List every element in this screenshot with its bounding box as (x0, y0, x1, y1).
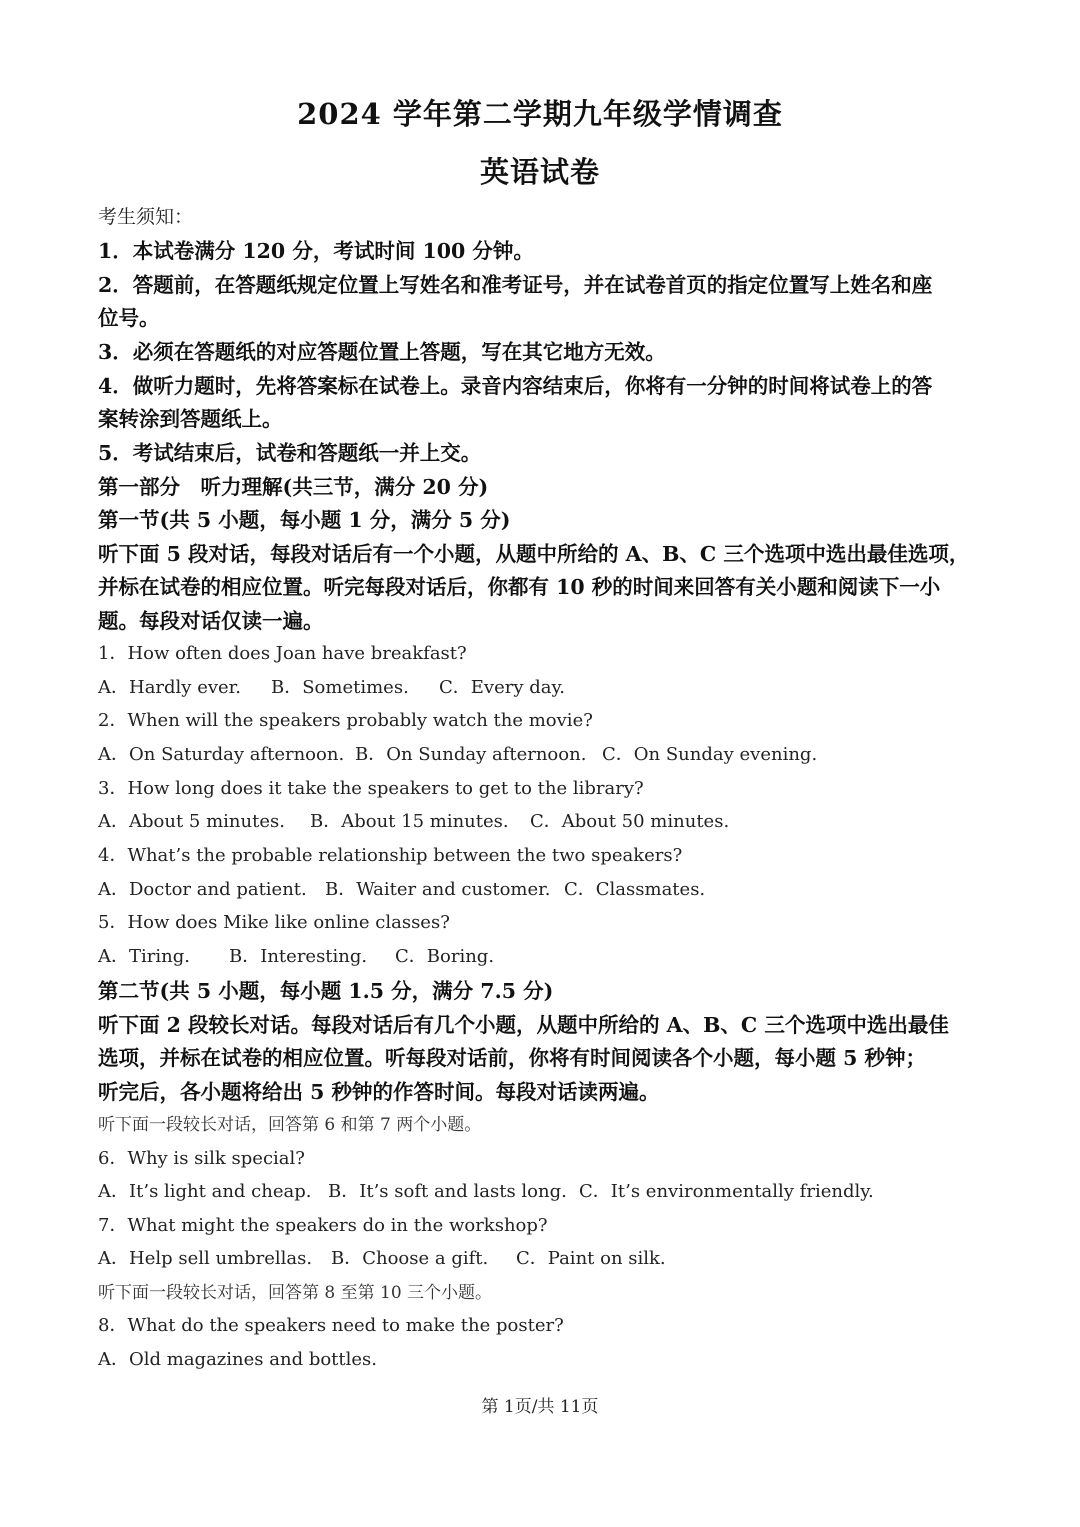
question-5: 5．How does Mike like online classes? (98, 912, 450, 933)
section1-instructions-cont: 并标在试卷的相应位置。听完每段对话后，你都有 10 秒的时间来回答有关小题和阅读下一小 (98, 575, 941, 599)
section1-heading: 第一节(共 5 小题，每小题 1 分，满分 5 分) (98, 508, 511, 532)
question-2: 2．When will the speakers probably watch the movie? (98, 710, 593, 731)
section1-instructions: 听下面 5 段对话，每段对话后有一个小题，从题中所给的 A、B、C 三个选项中选出最佳选项， (98, 542, 970, 566)
q3-option-b: B．About 15 minutes. (310, 811, 509, 832)
section2-instructions-cont: 选项，并标在试卷的相应位置。听每段对话前，你将有时间阅读各个小题，每小题 5 秒钟； (98, 1046, 927, 1070)
page-footer: 第 1页/共 11页 (481, 1397, 599, 1417)
q8-option-a: A．Old magazines and bottles. (98, 1349, 378, 1370)
q5-option-b: B．Interesting. (229, 946, 368, 967)
section1-instructions-end: 题。每段对话仅读一遍。 (98, 609, 324, 633)
dialog2-note: 听下面一段较长对话，回答第 8 至第 10 三个小题。 (98, 1283, 493, 1303)
section2-instructions: 听下面 2 段较长对话。每段对话后有几个小题，从题中所给的 A、B、C 三个选项中选出最佳 (98, 1013, 949, 1037)
notice-item-4-cont: 案转涂到答题纸上。 (98, 407, 283, 431)
part1-heading: 第一部分 听力理解(共三节，满分 20 分) (98, 475, 489, 499)
section2-heading: 第二节(共 5 小题，每小题 1.5 分，满分 7.5 分) (98, 979, 554, 1003)
notice-item-3: 3．必须在答题纸的对应答题位置上答题，写在其它地方无效。 (98, 340, 666, 364)
q2-option-a: A．On Saturday afternoon. (98, 744, 345, 765)
q6-option-a: A．It’s light and cheap. (98, 1181, 312, 1202)
exam-subtitle: 英语试卷 (479, 155, 600, 189)
notice-item-2: 2．答题前，在答题纸规定位置上写姓名和准考证号，并在试卷首页的指定位置写上姓名和座 (98, 273, 933, 297)
q7-option-a: A．Help sell umbrellas. (98, 1248, 313, 1269)
q6-option-c: C．It’s environmentally friendly. (579, 1181, 874, 1202)
question-6: 6．Why is silk special? (98, 1148, 305, 1169)
q2-option-b: B．On Sunday afternoon. (355, 744, 587, 765)
q4-option-a: A．Doctor and patient. (98, 879, 307, 900)
exam-title: 2024 学年第二学期九年级学情调查 (297, 97, 783, 131)
q4-option-c: C．Classmates. (564, 879, 706, 900)
section2-instructions-end: 听完后，各小题将给出 5 秒钟的作答时间。每段对话读两遍。 (98, 1080, 660, 1104)
notice-heading: 考生须知： (98, 206, 194, 228)
q3-option-a: A．About 5 minutes. (98, 811, 285, 832)
question-1: 1．How often does Joan have breakfast? (98, 643, 467, 664)
q5-option-a: A．Tiring. (98, 946, 190, 967)
question-4: 4．What’s the probable relationship between the two speakers? (98, 845, 683, 866)
q6-option-b: B．It’s soft and lasts long. (328, 1181, 567, 1202)
q1-option-a: A．Hardly ever. (98, 677, 242, 698)
notice-item-2-cont: 位号。 (98, 306, 160, 330)
question-8: 8．What do the speakers need to make the poster? (98, 1315, 564, 1336)
question-7: 7．What might the speakers do in the workshop? (98, 1215, 548, 1236)
q1-option-c: C．Every day. (439, 677, 565, 698)
notice-item-1: 1．本试卷满分 120 分，考试时间 100 分钟。 (98, 239, 534, 263)
q3-option-c: C．About 50 minutes. (530, 811, 730, 832)
q7-option-c: C．Paint on silk. (516, 1248, 666, 1269)
q1-option-b: B．Sometimes. (271, 677, 409, 698)
q7-option-b: B．Choose a gift. (331, 1248, 489, 1269)
question-3: 3．How long does it take the speakers to get to the library? (98, 778, 644, 799)
notice-item-5: 5．考试结束后，试卷和答题纸一并上交。 (98, 441, 482, 465)
q2-option-c: C．On Sunday evening. (602, 744, 818, 765)
notice-item-4: 4．做听力题时，先将答案标在试卷上。录音内容结束后，你将有一分钟的时间将试卷上的答 (98, 374, 933, 398)
q4-option-b: B．Waiter and customer. (325, 879, 551, 900)
dialog1-note: 听下面一段较长对话，回答第 6 和第 7 两个小题。 (98, 1115, 482, 1135)
q5-option-c: C．Boring. (395, 946, 495, 967)
